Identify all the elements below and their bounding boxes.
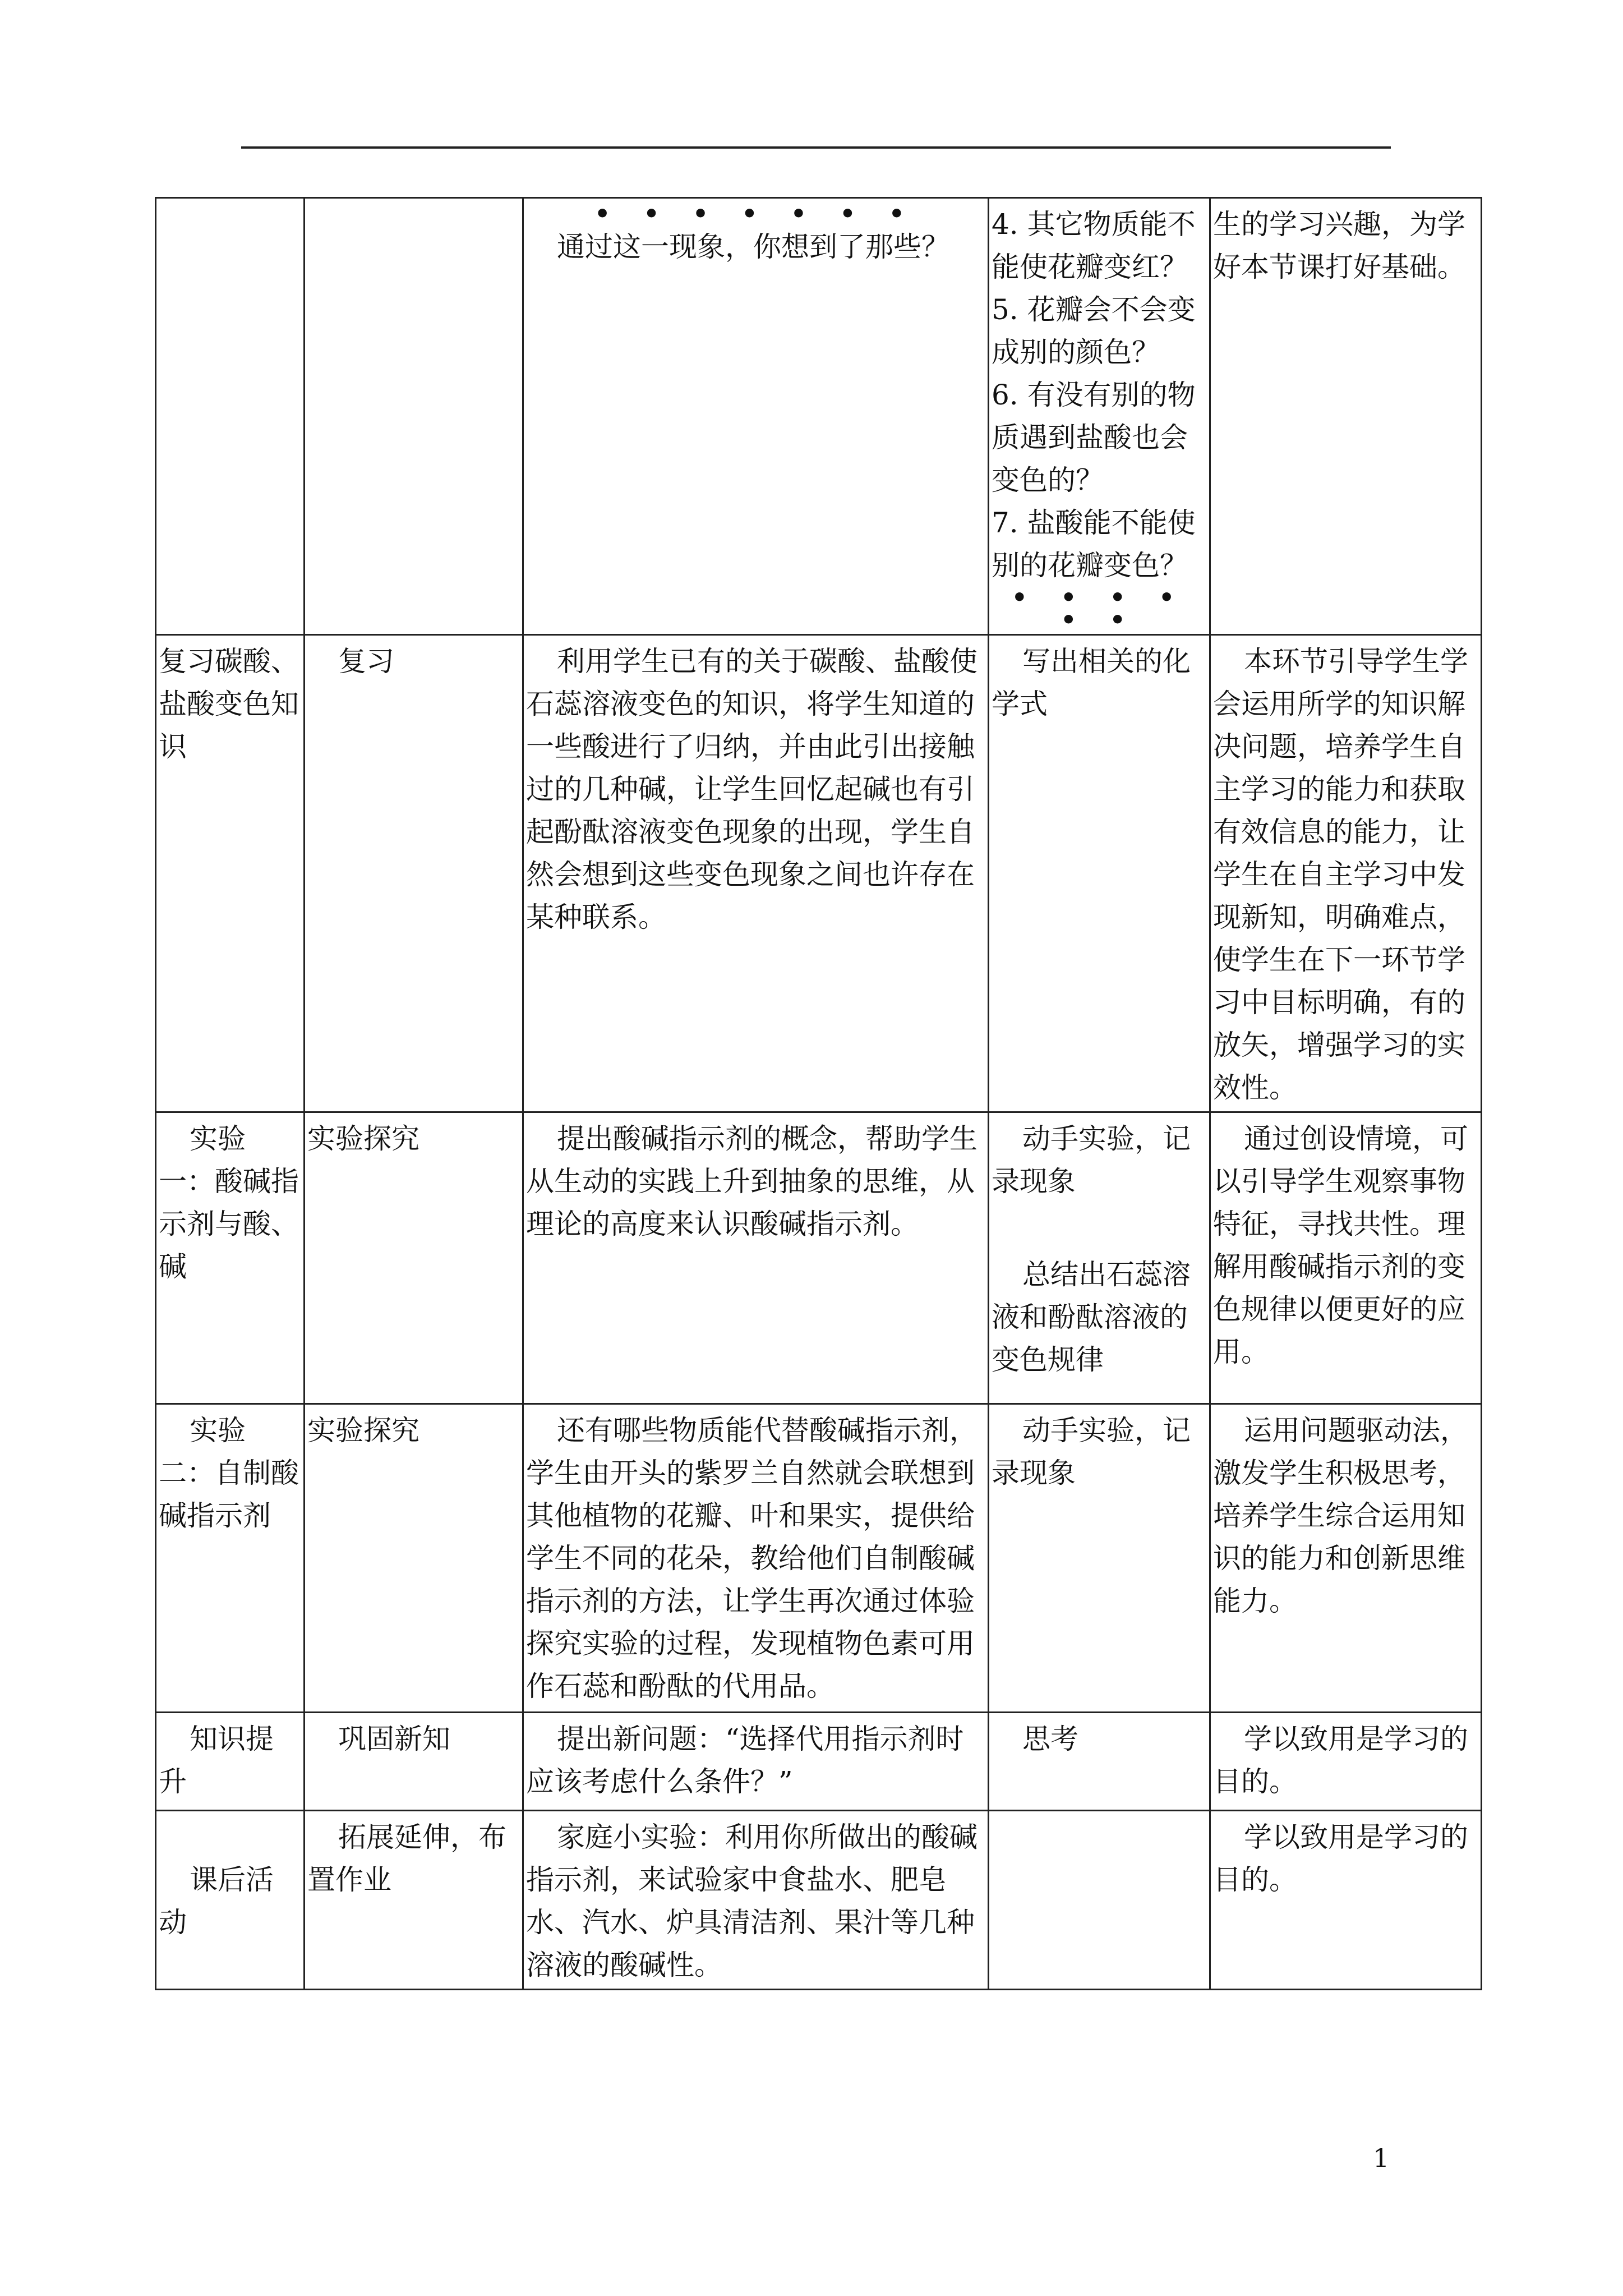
stage-text: 知识提升 (159, 1723, 274, 1798)
student-activity-text: 写出相关的化学式 (992, 645, 1191, 720)
method-cell (305, 635, 523, 1112)
design-intent-cell (1210, 1713, 1482, 1811)
teacher-activity-cell (523, 1112, 989, 1404)
method-cell (305, 1713, 523, 1811)
table-row (156, 198, 1482, 635)
stage-text: 实验一：酸碱指示剂与酸、碱 (159, 1122, 299, 1283)
emphasis-dots: • • • • • • • (594, 200, 917, 228)
teacher-activity-cell (523, 635, 989, 1112)
teacher-activity-cell (523, 1404, 989, 1713)
stage-cell (156, 1713, 305, 1811)
header-rule (241, 146, 1391, 149)
lesson-plan-table (155, 197, 1482, 1990)
teacher-activity-text: 利用学生已有的关于碳酸、盐酸使石蕊溶液变色的知识，将学生知道的一些酸进行了归纳，并由此引出接触过的几种碱，让学生回忆起碱也有引起酚酞溶液变色现象的出现，学生自然会想到这些变色现象之间也许存在某种联系。 (526, 645, 978, 933)
stage-cell (156, 198, 305, 635)
teacher-activity-text: 提出酸碱指示剂的概念，帮助学生从生动的实践上升到抽象的思维，从理论的高度来认识酸碱指示剂。 (526, 1122, 978, 1240)
stage-cell (156, 1811, 305, 1990)
student-activity-cell (989, 1112, 1210, 1404)
student-activity-cell (989, 1713, 1210, 1811)
design-intent-text: 学以致用是学习的目的。 (1213, 1723, 1468, 1798)
method-text: 实验探究 (307, 1122, 419, 1155)
emphasis-dots: • • • • • • (1011, 583, 1187, 634)
teacher-activity-text: 提出新问题：“选择代用指示剂时应该考虑什么条件？” (526, 1723, 964, 1798)
teacher-activity-text: 家庭小实验：利用你所做出的酸碱指示剂，来试验家中食盐水、肥皂水、汽水、炉具清洁剂、果汁等几种溶液的酸碱性。 (526, 1821, 978, 1981)
table-row (156, 1404, 1482, 1713)
question-item: 4. 其它物质能不能使花瓣变红？ (992, 208, 1196, 283)
method-cell (305, 1404, 523, 1713)
design-intent-text: 通过创设情境，可以引导学生观察事物特征，寻找共性。理解用酸碱指示剂的变色规律以便更好的应用。 (1213, 1122, 1468, 1368)
question-item: 5. 花瓣会不会变成别的颜色？ (992, 293, 1196, 369)
student-activity-text: 动手实验，记录现象 (992, 1414, 1191, 1489)
teacher-activity-cell (523, 1811, 989, 1990)
teacher-activity-cell (523, 198, 989, 635)
student-activity-text: 动手实验，记录现象 (992, 1122, 1191, 1198)
question-item: 7. 盐酸能不能使别的花瓣变色？ (992, 507, 1196, 582)
design-intent-text: 运用问题驱动法，激发学生积极思考，培养学生综合运用知识的能力和创新思维能力。 (1213, 1414, 1468, 1617)
student-activity-cell (989, 1404, 1210, 1713)
table-row (156, 635, 1482, 1112)
question-item: 6. 有没有别的物质遇到盐酸也会变色的？ (992, 379, 1196, 496)
student-summary-text: 总结出石蕊溶液和酚酞溶液的变色规律 (992, 1258, 1191, 1376)
teacher-activity-cell (523, 1713, 989, 1811)
page-number: 1 (1373, 2143, 1390, 2173)
design-intent-cell (1210, 635, 1482, 1112)
stage-text: 复习碳酸、盐酸变色知识 (159, 645, 299, 763)
design-intent-text: 生的学习兴趣，为学好本节课打好基础。 (1213, 208, 1465, 283)
stage-cell (156, 635, 305, 1112)
design-intent-cell (1210, 1112, 1482, 1404)
design-intent-cell (1210, 1404, 1482, 1713)
design-intent-cell (1210, 1811, 1482, 1990)
student-activity-text: 思考 (1022, 1723, 1078, 1755)
method-text: 实验探究 (307, 1414, 419, 1447)
design-intent-text: 本环节引导学生学会运用所学的知识解决问题，培养学生自主学习的能力和获取有效信息的能力，让学生在自主学习中发现新知，明确难点，使学生在下一环节学习中目标明确，有的放矢，增强学习的实效性。 (1213, 645, 1468, 1104)
table-row (156, 1112, 1482, 1404)
stage-cell (156, 1404, 305, 1713)
method-text: 巩固新知 (338, 1723, 450, 1755)
design-intent-cell (1210, 198, 1482, 635)
method-cell (305, 198, 523, 635)
teacher-activity-text: 还有哪些物质能代替酸碱指示剂，学生由开头的紫罗兰自然就会联想到其他植物的花瓣、叶和果实，提供给学生不同的花朵，教给他们自制酸碱指示剂的方法，让学生再次通过体验探究实验的过程，发现植物色素可用作石蕊和酚酞的代用品。 (526, 1414, 978, 1703)
method-text: 复习 (338, 645, 394, 678)
design-intent-text: 学以致用是学习的目的。 (1213, 1821, 1468, 1896)
teacher-activity-text: 通过这一现象，你想到了那些？ (557, 231, 949, 263)
method-text: 拓展延伸，布置作业 (307, 1821, 506, 1896)
student-activity-cell (989, 1811, 1210, 1990)
method-cell (305, 1112, 523, 1404)
table-row (156, 1811, 1482, 1990)
method-cell (305, 1811, 523, 1990)
student-activity-cell (989, 198, 1210, 635)
stage-text: 实验二：自制酸碱指示剂 (159, 1414, 299, 1532)
stage-cell (156, 1112, 305, 1404)
stage-text: 课后活动 (159, 1864, 274, 1939)
table-row (156, 1713, 1482, 1811)
student-activity-cell (989, 635, 1210, 1112)
